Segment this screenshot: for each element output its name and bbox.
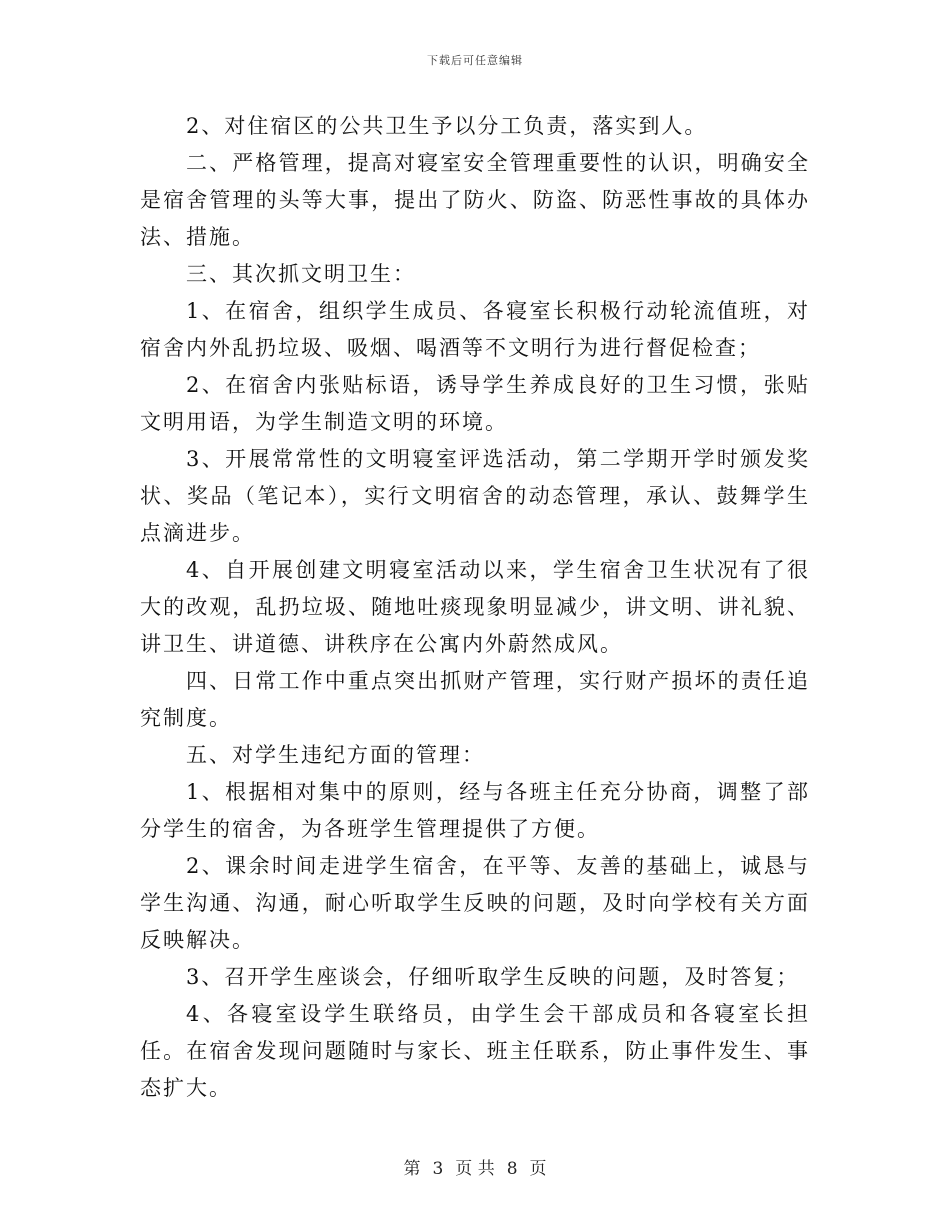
footer-middle: 页 共 — [455, 1159, 495, 1179]
paragraph: 二、严格管理，提高对寝室安全管理重要性的认识，明确安全是宿舍管理的头等大事，提出了防火、防盗、防恶性事故的具体办法、措施。 — [140, 151, 810, 249]
current-page-number: 3 — [432, 1159, 444, 1179]
paragraph: 4、各寝室设学生联络员，由学生会干部成员和各寝室长担任。在宿舍发现问题随时与家长、班主任联系，防止事件发生、事态扩大。 — [140, 1002, 810, 1100]
page-header: 下载后可任意编辑 — [427, 54, 523, 67]
document-body — [140, 108, 810, 1107]
paragraph: 2、对住宿区的公共卫生予以分工负责，落实到人。 — [186, 114, 708, 138]
total-pages-number: 8 — [506, 1159, 518, 1179]
paragraph: 五、对学生违纪方面的管理： — [186, 743, 485, 767]
paragraph: 4、自开展创建文明寝室活动以来，学生宿舍卫生状况有了很大的改观，乱扔垃圾、随地吐痰现象明显减少，讲文明、讲礼貌、讲卫生、讲道德、讲秩序在公寓内外蔚然成风。 — [140, 558, 810, 656]
paragraph: 三、其次抓文明卫生： — [186, 262, 416, 286]
paragraph: 3、召开学生座谈会，仔细听取学生反映的问题，及时答复； — [186, 965, 800, 989]
paragraph: 2、在宿舍内张贴标语，诱导学生养成良好的卫生习惯，张贴文明用语，为学生制造文明的环境。 — [140, 373, 810, 434]
paragraph: 四、日常工作中重点突出抓财产管理，实行财产损坏的责任追究制度。 — [140, 669, 810, 730]
paragraph: 2、课余时间走进学生宿舍，在平等、友善的基础上，诚恳与学生沟通、沟通，耐心听取学生反映的问题，及时向学校有关方面反映解决。 — [140, 854, 810, 952]
footer-prefix: 第 — [403, 1159, 421, 1179]
page-footer — [0, 1154, 950, 1179]
paragraph: 1、在宿舍，组织学生成员、各寝室长积极行动轮流值班，对宿舍内外乱扔垃圾、吸烟、喝酒等不文明行为进行督促检查； — [140, 299, 810, 360]
footer-suffix: 页 — [529, 1159, 547, 1179]
paragraph: 3、开展常常性的文明寝室评选活动，第二学期开学时颁发奖状、奖品（笔记本），实行文明宿舍的动态管理，承认、鼓舞学生点滴进步。 — [140, 447, 810, 545]
paragraph: 1、根据相对集中的原则，经与各班主任充分协商，调整了部分学生的宿舍，为各班学生管理提供了方便。 — [140, 780, 810, 841]
